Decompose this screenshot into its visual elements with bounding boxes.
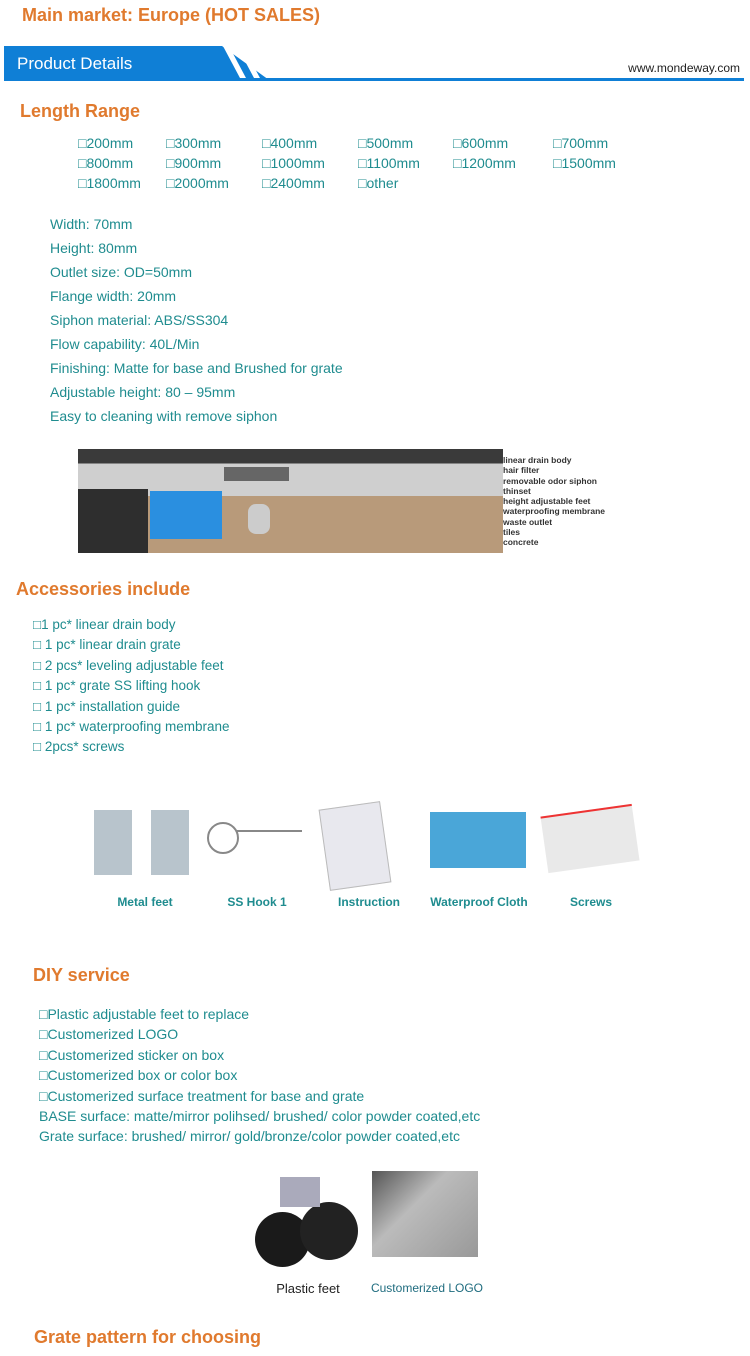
length-option: □2400mm — [262, 175, 325, 191]
accessory-item: □1 pc* linear drain body — [33, 617, 176, 632]
caption: Screws — [569, 895, 613, 909]
accessory-item: □ 1 pc* grate SS lifting hook — [33, 678, 201, 694]
caption: Plastic feet — [276, 1281, 340, 1296]
metal-feet-image — [94, 810, 189, 875]
screws-image — [540, 804, 639, 873]
caption: Customerized LOGO — [370, 1281, 484, 1295]
length-option: □1100mm — [358, 155, 420, 171]
caption: Instruction — [338, 895, 400, 909]
spec-item: Easy to cleaning with remove siphon — [50, 408, 278, 424]
diy-item: Grate surface: brushed/ mirror/ gold/bronze/color powder coated,etc — [39, 1128, 460, 1145]
diagram-label: waste outlet — [503, 516, 553, 527]
length-range-heading: Length Range — [20, 101, 140, 121]
spec-item: Flow capability: 40L/Min — [50, 336, 200, 352]
banner-title: Product Details — [17, 54, 133, 73]
accessories-heading: Accessories include — [16, 579, 191, 599]
spec-list — [50, 212, 343, 428]
spec-item: Height: 80mm — [50, 240, 138, 256]
length-option: □other — [358, 175, 399, 191]
plastic-feet-image — [250, 1172, 360, 1267]
website-link[interactable]: www.mondeway.com — [628, 61, 740, 75]
hook-image — [207, 822, 239, 854]
diagram-label: hair filter — [503, 465, 540, 476]
length-option: □1000mm — [262, 155, 325, 171]
diy-heading: DIY service — [33, 965, 130, 985]
spec-item: Width: 70mm — [50, 216, 133, 232]
length-option: □600mm — [453, 135, 509, 151]
length-option: □500mm — [358, 135, 414, 151]
length-option: □300mm — [166, 135, 222, 151]
drain-cross-section-image — [78, 449, 503, 553]
diagram-label: thinset — [503, 485, 531, 496]
diagram-labels — [503, 455, 605, 548]
accessories-gallery — [92, 800, 652, 920]
length-option: □400mm — [262, 135, 318, 151]
diy-item: □Customerized box or color box — [39, 1067, 238, 1084]
accessory-item: □ 1 pc* installation guide — [33, 698, 180, 714]
length-options — [78, 134, 643, 192]
spec-item: Outlet size: OD=50mm — [50, 264, 192, 280]
length-option: □1500mm — [553, 155, 616, 171]
diagram-label: height adjustable feet — [503, 496, 591, 507]
spec-item: Flange width: 20mm — [50, 288, 177, 304]
diagram-label: concrete — [503, 537, 539, 548]
custom-logo-image — [372, 1171, 478, 1257]
diy-item: □Customerized surface treatment for base and grate — [39, 1087, 365, 1104]
accessory-item: □ 1 pc* linear drain grate — [33, 637, 181, 653]
caption: SS Hook 1 — [227, 895, 287, 909]
length-option: □1200mm — [453, 155, 516, 171]
grate-pattern-heading: Grate pattern for choosing — [34, 1327, 262, 1347]
caption: Waterproof Cloth — [430, 895, 528, 909]
diy-item: □Customerized LOGO — [39, 1026, 179, 1043]
diy-item: BASE surface: matte/mirror polihsed/ brushed/ color powder coated,etc — [39, 1108, 481, 1125]
diy-item: □Customerized sticker on box — [39, 1046, 225, 1063]
caption: Metal feet — [117, 895, 173, 909]
length-option: □700mm — [553, 135, 609, 151]
spec-item: Siphon material: ABS/SS304 — [50, 312, 229, 328]
length-option: □2000mm — [166, 175, 229, 191]
instruction-image — [319, 801, 392, 891]
accessory-item: □ 2pcs* screws — [33, 739, 125, 755]
diy-list — [39, 1004, 480, 1147]
spec-item: Finishing: Matte for base and Brushed for grate — [50, 360, 343, 376]
accessories-list — [33, 615, 230, 758]
accessory-item: □ 2 pcs* leveling adjustable feet — [33, 657, 224, 673]
length-option: □1800mm — [78, 175, 141, 191]
diy-item: □Plastic adjustable feet to replace — [39, 1006, 250, 1022]
diagram-label: waterproofing membrane — [503, 506, 606, 517]
diagram-label: tiles — [503, 527, 521, 538]
product-details-banner — [4, 46, 744, 82]
diagram-label: removable odor siphon — [503, 475, 597, 486]
waterproof-cloth-image — [430, 812, 526, 868]
main-market-heading: Main market: Europe (HOT SALES) — [22, 5, 321, 25]
spec-item: Adjustable height: 80 – 95mm — [50, 384, 236, 400]
accessory-item: □ 1 pc* waterproofing membrane — [33, 719, 230, 735]
diagram-label: linear drain body — [503, 455, 572, 465]
length-option: □900mm — [166, 155, 222, 171]
length-option: □200mm — [78, 135, 134, 151]
length-option: □800mm — [78, 155, 134, 171]
